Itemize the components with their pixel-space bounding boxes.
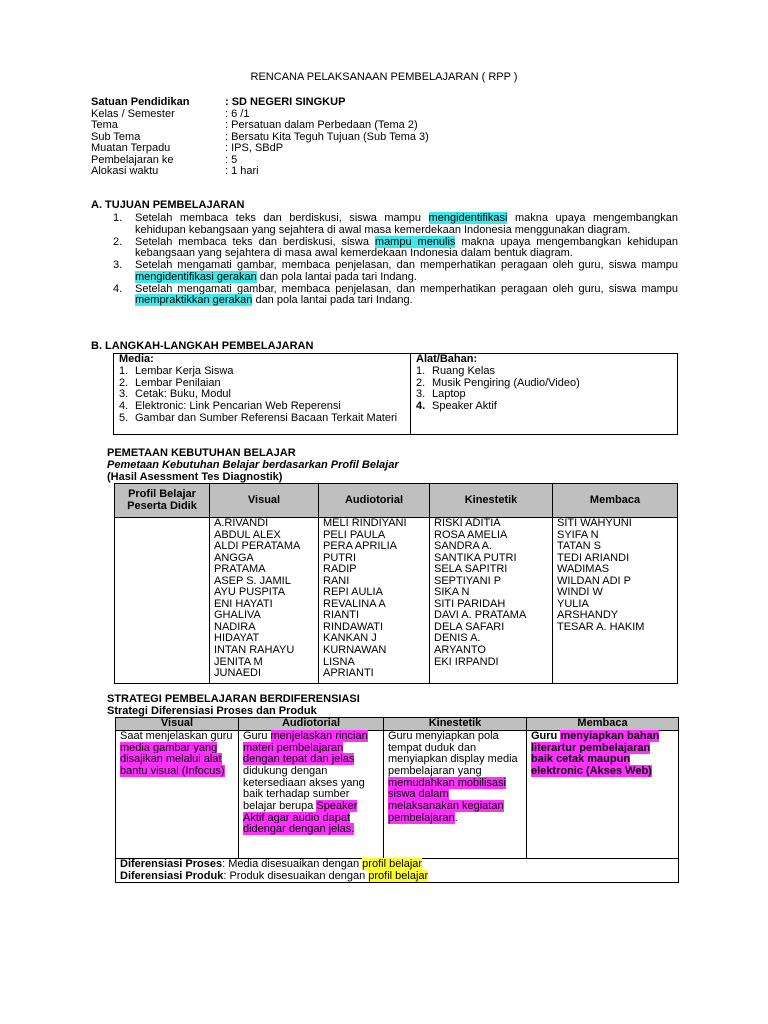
student-name: DELA SAFARI [434,620,505,633]
student-name: EKI IRPANDI [434,655,499,668]
pemetaan-subheading: Pemetaan Kebutuhan Belajar berdasarkan Profil Belajar [107,459,399,471]
student-name: KURNAWAN [323,644,387,657]
strategy-kin-cell [384,731,527,859]
student-name: A.RIVANDI [214,517,269,529]
info-value: : Bersatu Kita Teguh Tujuan (Sub Tema 3) [225,130,429,143]
info-label: Tema [91,119,118,131]
strategy-audio-cell [239,731,384,859]
strategy-header-visual: Visual [116,718,239,731]
strategy-mem-cell [527,731,679,859]
document-title: RENCANA PELAKSANAAN PEMBELAJARAN ( RPP ) [250,71,518,83]
kinestetik-student-list [430,518,553,684]
student-name: JUNAEDI [214,667,262,680]
student-name: ALDI PERATAMA [214,540,301,553]
list-item [416,366,672,378]
strategy-kin-end: . [454,811,458,824]
list-text: Speaker Aktif [432,400,497,413]
tools-cell [411,354,678,435]
student-name: ASEP S. JAMIL [214,574,291,587]
section-a-heading: A. TUJUAN PEMBELAJARAN [91,199,245,211]
student-name: SIKA N [434,586,470,599]
objective-item [113,284,678,308]
strategy-audio-text: Guru [243,730,271,742]
student-name: WINDI W [557,586,603,599]
student-name: ABDUL ALEX [214,528,281,541]
objective-number: 3. [113,259,123,272]
header-membaca: Membaca [553,484,678,518]
produk-highlight: profil belajar [368,869,429,882]
student-name: YULIA [557,597,589,610]
student-name: SITI WAHYUNI [557,517,632,529]
strategy-header-membaca: Membaca [527,718,679,731]
strategy-kin-text: Guru menyiapkan pola tempat duduk dan menyiapkan display media pembelajaran yang [388,730,518,777]
student-name: WADIMAS [557,563,610,576]
info-value: : 1 hari [225,165,259,177]
strategy-audio-highlight-2: Speaker Aktif agar audio dapat didengar dengan jelas. [243,799,358,836]
student-name: GHALIVA [214,609,261,622]
strategy-visual-cell [116,731,239,859]
list-item [416,401,672,413]
info-value: : Persatuan dalam Perbedaan (Tema 2) [225,119,418,131]
student-name: MELI RINDIYANI [323,517,407,529]
info-label: Kelas / Semester [91,107,175,120]
student-name: ENI HAYATI [214,597,273,610]
list-number: 1. [119,364,129,377]
strategy-mem-text: Guru [531,730,561,742]
objective-text-start: Setelah mengamati gambar, membaca penjelasan, dan memperhatikan peragaan oleh guru, siswa mampu [135,282,678,295]
info-row [91,120,429,132]
diferensiasi-produk [120,871,674,883]
strategy-audio-highlight-1: menjelaskan rincian materi pembelajaran dengan tepat dan jelas [243,730,368,766]
list-text: Laptop [432,388,466,401]
info-label: Muatan Terpadu [91,142,171,154]
list-text: Lembar Kerja Siswa [135,364,234,377]
list-text: Cetak: Buku, Modul [135,388,231,401]
list-number: 2. [119,376,129,389]
section-b-heading: B. LANGKAH-LANGKAH PEMBELAJARAN [91,340,314,352]
objective-text [135,213,678,237]
student-name: SELA SAPITRI [434,563,508,576]
objective-number: 1. [113,212,123,224]
student-name: JENITA M [214,655,263,668]
list-number: 1. [416,364,426,377]
pemetaan-subheading-2: (Hasil Asessment Tes Diagnostik) [107,471,283,483]
student-name: DENIS A. [434,632,481,645]
differentiation-cell [116,859,679,883]
objective-text-end: makna upaya mengembangkan kehidupan kebangsaan yang sejahtera di awal masa kemerdekaan Indonesia menggunakan diagram. [135,212,678,236]
objective-number: 2. [113,235,123,248]
student-name: TESAR A. HAKIM [557,620,645,633]
student-name: DAVI A. PRATAMA [434,609,527,622]
student-name: SANDRA A. [434,540,493,553]
info-label: Pembelajaran ke [91,153,174,166]
info-value: : 6 /1 [225,107,250,120]
student-name: WILDAN ADI P [557,574,631,587]
info-row [91,166,429,178]
list-text: Lembar Penilaian [135,376,221,389]
list-number: 3. [119,388,129,401]
list-item [119,413,405,425]
objective-text-start: Setelah membaca teks dan berdiskusi, siswa [135,235,375,248]
strategy-kin-highlight: memudahkan mobilisasi siswa dalam melaksanakan kegiatan pembelajaran [388,776,506,824]
strategy-visual-text: Saat menjelaskan guru [120,730,233,742]
info-label: Alokasi waktu [91,165,159,177]
strategy-visual-highlight: media gambar yang disajikan melalui alat bantu visual (Infocus) [120,741,225,777]
strategi-heading: STRATEGI PEMBELAJARAN BERDIFERENSIASI [107,693,360,705]
list-text: Ruang Kelas [432,364,495,377]
list-text: Elektronic: Link Pencarian Web Reperensi [135,400,341,413]
media-title: Media: [119,353,154,365]
student-name: TATAN S [557,540,601,553]
produk-text: : Produk disesuaikan dengan [223,869,369,882]
media-cell [114,354,411,435]
objective-highlight: mempraktikkan gerakan [135,294,253,307]
strategy-table [115,717,679,883]
student-name: NADIRA [214,620,256,633]
student-name: ARYANTO [434,644,486,657]
visual-student-list [210,518,319,684]
student-name: LISNA [323,655,355,668]
objective-highlight: mengidentifikasi gerakan [135,270,257,283]
objective-highlight: mengidentifikasi [428,212,508,224]
proses-highlight: profil belajar [362,858,423,870]
objective-text-end: makna upaya mengembangkan kehidupan kebangsaan yang sejahtera di masa awal kemerdekaan Indonesia dalam bentuk diagram. [135,235,678,260]
objective-number: 4. [113,282,123,295]
tools-list [416,366,672,413]
pemetaan-heading: PEMETAAN KEBUTUHAN BELAJAR [107,447,296,459]
student-name: AYU PUSPITA [214,586,286,599]
student-name: SYIFA N [557,528,599,541]
header-audiotorial: Audiotorial [319,484,430,518]
membaca-student-list [553,518,678,684]
proses-text: : Media disesuaikan dengan [222,858,363,870]
student-name: SANTIKA PUTRI [434,551,517,564]
objective-text [135,284,678,308]
objective-text-end: dan pola lantai pada tari Indang. [256,270,417,283]
objective-text [135,237,678,261]
header-kinestetik: Kinestetik [430,484,553,518]
objective-text-start: Setelah mengamati gambar, membaca penjelasan, dan memperhatikan peragaan oleh guru, siswa mampu [135,259,678,272]
student-name: RINDAWATI [323,620,384,633]
strategy-audio-text-2: didukung dengan ketersediaan akses yang baik terhadap sumber belajar berupa [243,764,365,812]
student-name: PERA APRILIA [323,540,397,553]
strategi-subheading: Strategi Diferensiasi Proses dan Produk [107,705,317,717]
objective-text-start: Setelah membaca teks dan berdiskusi, siswa mampu [135,212,429,224]
info-label: Satuan Pendidikan [91,96,190,108]
objective-text-end: dan pola lantai pada tari Indang. [252,294,413,307]
student-name: PRATAMA [214,563,266,576]
strategy-header-audiotorial: Audiotorial [239,718,384,731]
list-number: 3. [416,388,426,401]
student-name: REPI AULIA [323,586,383,599]
tools-title: Alat/Bahan: [416,353,478,365]
media-tools-table [113,353,678,435]
student-name: RISKI ADITIA [434,517,501,529]
profile-empty-cell [115,518,210,684]
list-number: 4. [416,400,426,413]
info-label: Sub Tema [91,130,141,143]
header-visual: Visual [210,484,319,518]
list-item [119,366,405,378]
info-row [91,143,429,155]
strategy-header-kinestetik: Kinestetik [384,718,527,731]
strategy-mem-highlight: menyiapkan bahan literartur pembelajaran baik cetak maupun elektronic (Akses Web) [531,730,660,777]
student-name: ANGGA [214,551,254,564]
info-value: : IPS, SBdP [225,142,284,154]
info-value: : SD NEGERI SINGKUP [225,96,346,108]
list-text: Musik Pengiring (Audio/Video) [432,376,580,389]
student-name: RIANTI [323,609,360,622]
objective-highlight: mampu menulis [374,235,456,248]
objective-item [113,260,678,284]
identity-block [91,97,429,178]
info-value: : 5 [225,153,238,166]
student-name: HIDAYAT [214,632,260,645]
student-name: TEDI ARIANDI [557,551,630,564]
objectives-list [113,213,678,307]
learning-profile-table [114,483,678,684]
objective-item [113,237,678,261]
student-name: ROSA AMELIA [434,528,508,541]
audiotorial-student-list [319,518,430,684]
produk-label: Diferensiasi Produk [120,869,224,882]
student-name: INTAN RAHAYU [214,644,295,657]
student-name: REVALINA A [323,597,386,610]
header-profil: Profil Belajar Peserta Didik [115,484,210,518]
student-name: APRIANTI [323,667,374,680]
objective-item [113,213,678,237]
list-text: Gambar dan Sumber Referensi Bacaan Terkait Materi [135,411,398,424]
student-name: SITI PARIDAH [434,597,506,610]
student-name: KANKAN J [323,632,377,645]
student-name: PELI PAULA [323,528,386,541]
objective-text [135,260,678,284]
student-name: RADIP [323,563,357,576]
list-number: 4. [119,400,129,413]
media-list [119,366,405,425]
proses-label: Diferensiasi Proses [120,858,223,870]
info-row [91,97,429,109]
student-name: PUTRI [323,551,356,564]
student-name: SEPTIYANI P [434,574,502,587]
list-number: 2. [416,376,426,389]
student-name: ARSHANDY [557,609,619,622]
list-number: 5. [119,411,129,424]
student-name: RANI [323,574,350,587]
